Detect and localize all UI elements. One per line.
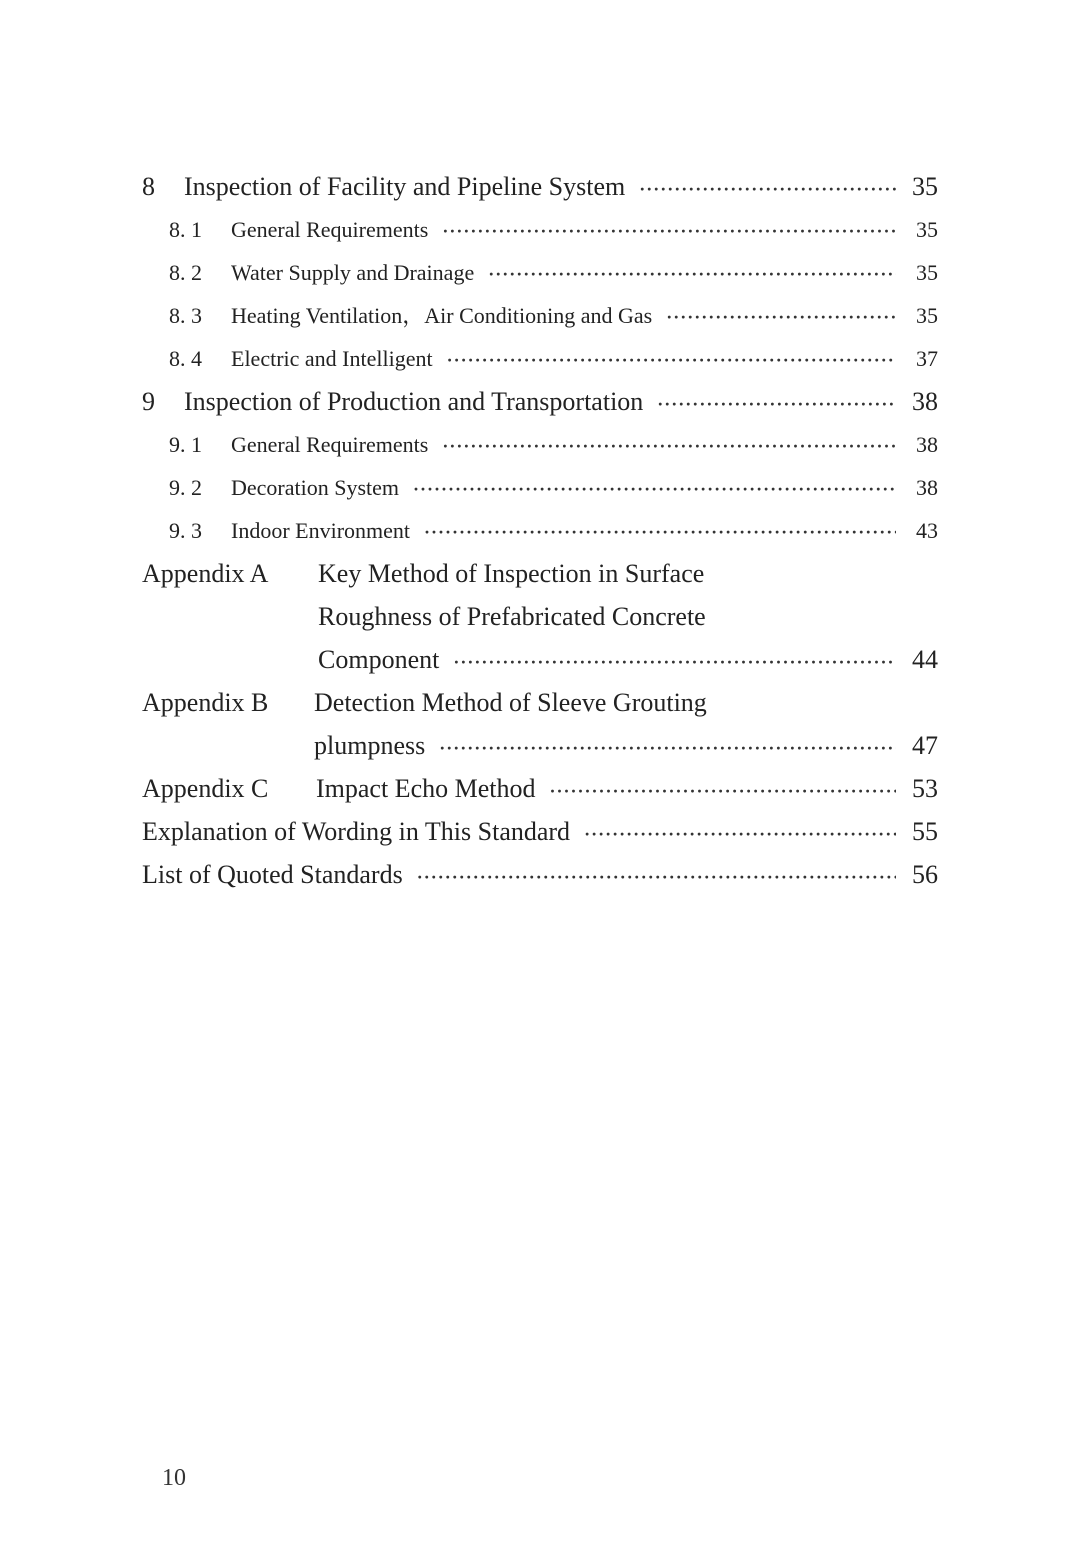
dot-leader <box>639 168 896 211</box>
dot-leader <box>657 383 896 426</box>
page-number: 35 <box>916 217 938 242</box>
section-title: Electric and Intelligent <box>231 346 433 371</box>
toc-entry-appendix-a <box>142 552 938 595</box>
section-number: 9. 3 <box>169 518 202 543</box>
section-title: General Requirements <box>231 217 429 242</box>
toc-entry-appendix-c <box>142 767 938 810</box>
dot-leader <box>666 296 896 339</box>
dot-leader <box>439 727 896 770</box>
toc-entry-section-9-3 <box>142 509 938 552</box>
section-number: 8. 2 <box>169 260 202 285</box>
toc-entry-appendix-b <box>142 681 938 724</box>
section-number: 8. 3 <box>169 303 202 328</box>
dot-leader <box>417 856 896 899</box>
dot-leader <box>550 770 897 813</box>
toc-entry-section-8-1 <box>142 208 938 251</box>
entry-title: List of Quoted Standards <box>142 860 403 889</box>
appendix-label: Appendix C <box>142 774 269 803</box>
page-number: 35 <box>912 172 938 201</box>
section-number: 8. 4 <box>169 346 202 371</box>
page-number: 38 <box>916 475 938 500</box>
table-of-contents <box>142 165 938 896</box>
appendix-title-line-2: Roughness of Prefabricated Concrete <box>318 602 706 631</box>
appendix-title-line-3: Component <box>318 645 440 674</box>
page-number: 56 <box>912 860 938 889</box>
entry-title: Explanation of Wording in This Standard <box>142 817 571 846</box>
footer-page-number: 10 <box>162 1465 186 1491</box>
toc-entry-appendix-a-end <box>142 638 938 681</box>
page-number: 37 <box>916 346 938 371</box>
appendix-label: Appendix B <box>142 688 269 717</box>
section-title: General Requirements <box>231 432 429 457</box>
page-number: 55 <box>912 817 938 846</box>
page-number: 35 <box>916 303 938 328</box>
section-title: Indoor Environment <box>231 518 411 543</box>
dot-leader <box>442 425 896 468</box>
page-number: 38 <box>912 387 938 416</box>
dot-leader <box>488 253 896 296</box>
appendix-title-line-2: plumpness <box>314 731 426 760</box>
toc-entry-appendix-a-cont <box>142 595 938 638</box>
section-number: 9. 2 <box>169 475 202 500</box>
page-number: 47 <box>912 731 938 760</box>
dot-leader <box>584 813 896 856</box>
dot-leader <box>442 210 896 253</box>
toc-entry-chapter-8 <box>142 165 938 208</box>
page-number: 38 <box>916 432 938 457</box>
section-title: Heating Ventilation，Air Conditioning and Gas <box>231 303 653 328</box>
appendix-title-line-1: Key Method of Inspection in Surface <box>318 559 705 588</box>
section-title: Decoration System <box>231 475 400 500</box>
section-number: 8. 1 <box>169 217 202 242</box>
appendix-title: Impact Echo Method <box>316 774 536 803</box>
page-number: 53 <box>912 774 938 803</box>
chapter-title: Inspection of Production and Transportation <box>184 387 644 416</box>
dot-leader <box>413 468 896 511</box>
section-title: Water Supply and Drainage <box>231 260 475 285</box>
page-number: 43 <box>916 518 938 543</box>
toc-entry-explanation-of-wording <box>142 810 938 853</box>
dot-leader <box>447 339 896 382</box>
page-number: 35 <box>916 260 938 285</box>
toc-entry-quoted-standards <box>142 853 938 896</box>
toc-entry-section-9-1 <box>142 423 938 466</box>
page-number: 44 <box>912 645 938 674</box>
toc-entry-chapter-9 <box>142 380 938 423</box>
chapter-number: 9 <box>142 387 155 416</box>
toc-entry-section-8-3 <box>142 294 938 337</box>
appendix-label: Appendix A <box>142 559 269 588</box>
toc-entry-appendix-b-end <box>142 724 938 767</box>
chapter-title: Inspection of Facility and Pipeline System <box>184 172 626 201</box>
appendix-title-line-1: Detection Method of Sleeve Grouting <box>314 688 707 717</box>
toc-entry-section-8-2 <box>142 251 938 294</box>
toc-entry-section-9-2 <box>142 466 938 509</box>
section-number: 9. 1 <box>169 432 202 457</box>
toc-entry-section-8-4 <box>142 337 938 380</box>
chapter-number: 8 <box>142 172 155 201</box>
dot-leader <box>453 641 896 684</box>
dot-leader <box>424 511 896 554</box>
